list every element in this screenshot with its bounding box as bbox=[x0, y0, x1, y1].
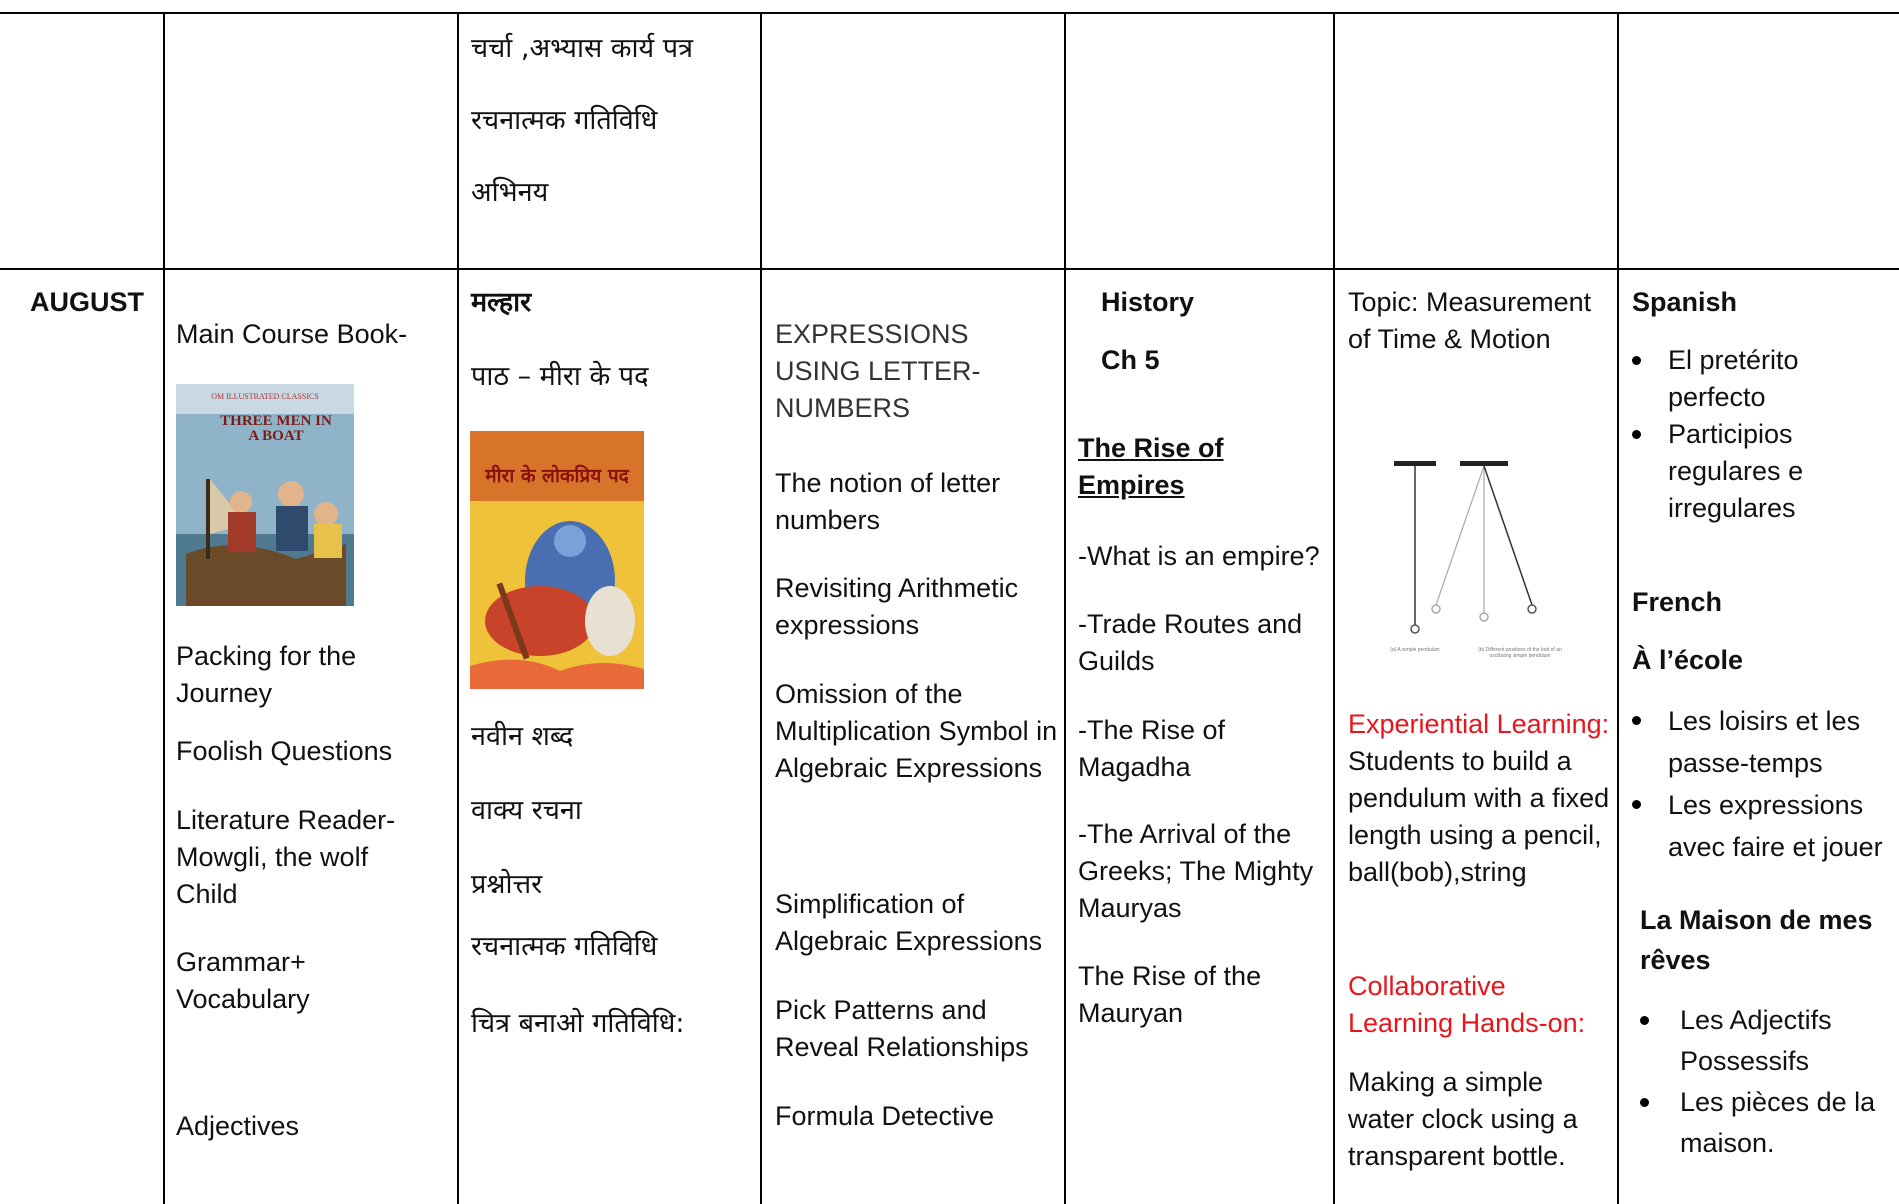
sst-chapter: Ch 5 bbox=[1101, 345, 1160, 375]
bullet-icon bbox=[1640, 1016, 1649, 1025]
maths-topic: Simplification of Algebraic Expressions bbox=[775, 889, 1043, 956]
hindi-top-item: अभिनय bbox=[471, 177, 549, 208]
sst-topic: -What is an empire? bbox=[1078, 541, 1320, 571]
experiential-text: Students to build a pendulum with a fixed length using a pencil, ball(bob),string bbox=[1348, 746, 1610, 887]
row-divider bbox=[0, 268, 1899, 270]
hindi-activity: प्रश्नोत्तर bbox=[471, 869, 543, 900]
meera-ke-pad-cover bbox=[470, 431, 644, 689]
book-cover-title: THREE MEN IN A BOAT bbox=[220, 413, 332, 444]
column-divider bbox=[1333, 12, 1335, 1204]
collaborative-text: Making a simple water clock using a transparent bottle. bbox=[1348, 1067, 1578, 1171]
sst-topic: The Rise of the Mauryan bbox=[1078, 961, 1262, 1028]
french-item: Les loisirs et les passe-temps bbox=[1668, 706, 1861, 778]
column-divider bbox=[163, 12, 165, 1204]
sst-topic: -The Arrival of the Greeks; The Mighty Mauryas bbox=[1078, 819, 1314, 923]
maison-item: Les Adjectifs Possessifs bbox=[1680, 1005, 1832, 1076]
english-lesson: Literature Reader- Mowgli, the wolf Child bbox=[176, 805, 396, 909]
bullet-icon bbox=[1632, 800, 1641, 809]
english-lesson: Adjectives bbox=[176, 1111, 300, 1141]
maths-heading: EXPRESSIONS USING LETTER-NUMBERS bbox=[775, 319, 981, 423]
pendulum-caption-a: (a) A simple pendulum bbox=[1390, 647, 1440, 653]
bullet-icon bbox=[1632, 356, 1641, 365]
maths-topic: Pick Patterns and Reveal Relationships bbox=[775, 995, 1029, 1062]
french-heading: French bbox=[1632, 587, 1723, 617]
book-cover-title: मीरा के लोकप्रिय पद bbox=[485, 465, 629, 487]
english-lesson: Grammar+ Vocabulary bbox=[176, 947, 310, 1014]
bullet-icon bbox=[1632, 716, 1641, 725]
column-divider bbox=[760, 12, 762, 1204]
list-item bbox=[1640, 1000, 1890, 1082]
book-cover-series: OM ILLUSTRATED CLASSICS bbox=[211, 392, 319, 401]
french-item: Les expressions avec faire et jouer bbox=[1668, 790, 1883, 862]
list-item bbox=[1640, 1082, 1890, 1164]
hindi-activity: नवीन शब्द bbox=[471, 721, 574, 752]
hindi-top-item: रचनात्मक गतिविधि bbox=[471, 105, 658, 136]
list-item bbox=[1632, 700, 1887, 784]
english-heading: Main Course Book- bbox=[176, 319, 408, 349]
french-topic: À l’école bbox=[1632, 645, 1744, 675]
hindi-lesson: पाठ – मीरा के पद bbox=[471, 361, 649, 392]
science-topic: Topic: Measurement of Time & Motion bbox=[1348, 287, 1592, 354]
hindi-activity: चित्र बनाओ गतिविधि: bbox=[471, 1008, 685, 1039]
collaborative-label: Collaborative Learning Hands-on: bbox=[1348, 971, 1586, 1038]
spanish-topic: El pretérito perfecto bbox=[1668, 345, 1799, 412]
sst-topic: -The Rise of Magadha bbox=[1078, 715, 1226, 782]
hindi-activity: वाक्य रचना bbox=[471, 795, 582, 826]
spanish-heading: Spanish bbox=[1632, 287, 1738, 317]
hindi-heading: मल्हार bbox=[471, 287, 532, 318]
list-item bbox=[1632, 784, 1887, 868]
maths-topic: Revisiting Arithmetic expressions bbox=[775, 573, 1019, 640]
french-topic-list bbox=[1632, 700, 1887, 868]
bullet-icon bbox=[1640, 1098, 1649, 1107]
bullet-icon bbox=[1632, 430, 1641, 439]
three-men-in-a-boat-cover bbox=[176, 384, 354, 606]
maison-topic-list bbox=[1640, 1000, 1890, 1164]
sst-subject: History bbox=[1101, 287, 1195, 317]
pendulum-figure bbox=[1380, 455, 1570, 675]
column-divider bbox=[1617, 12, 1619, 1204]
english-lesson: Foolish Questions bbox=[176, 736, 393, 766]
maison-item: Les pièces de la maison. bbox=[1680, 1087, 1876, 1158]
list-item bbox=[1632, 416, 1887, 527]
spanish-topic-list bbox=[1632, 342, 1887, 527]
list-item bbox=[1632, 342, 1887, 416]
experiential-label: Experiential Learning: bbox=[1348, 709, 1610, 739]
spanish-topic: Participios regulares e irregulares bbox=[1668, 419, 1804, 523]
table-top-border bbox=[0, 12, 1899, 14]
maths-topic: The notion of letter numbers bbox=[775, 468, 1001, 535]
english-lesson: Packing for the Journey bbox=[176, 641, 357, 708]
sst-topic: -Trade Routes and Guilds bbox=[1078, 609, 1303, 676]
column-divider bbox=[1064, 12, 1066, 1204]
column-divider bbox=[457, 12, 459, 1204]
pendulum-illustration bbox=[1380, 455, 1570, 675]
maths-topic: Formula Detective bbox=[775, 1101, 995, 1131]
sst-title: The Rise of Empires bbox=[1078, 433, 1224, 500]
maths-topic: Omission of the Multiplication Symbol in Algebraic Expressions bbox=[775, 679, 1058, 783]
hindi-activity: रचनात्मक गतिविधि bbox=[471, 931, 658, 962]
maison-heading: La Maison de mes rêves bbox=[1640, 905, 1873, 975]
month-label: AUGUST bbox=[30, 287, 144, 317]
pendulum-caption-b: (b) Different positions of the bob of an oscillating simple pendulum bbox=[1478, 647, 1562, 659]
hindi-top-item: चर्चा ,अभ्यास कार्य पत्र bbox=[471, 33, 694, 64]
